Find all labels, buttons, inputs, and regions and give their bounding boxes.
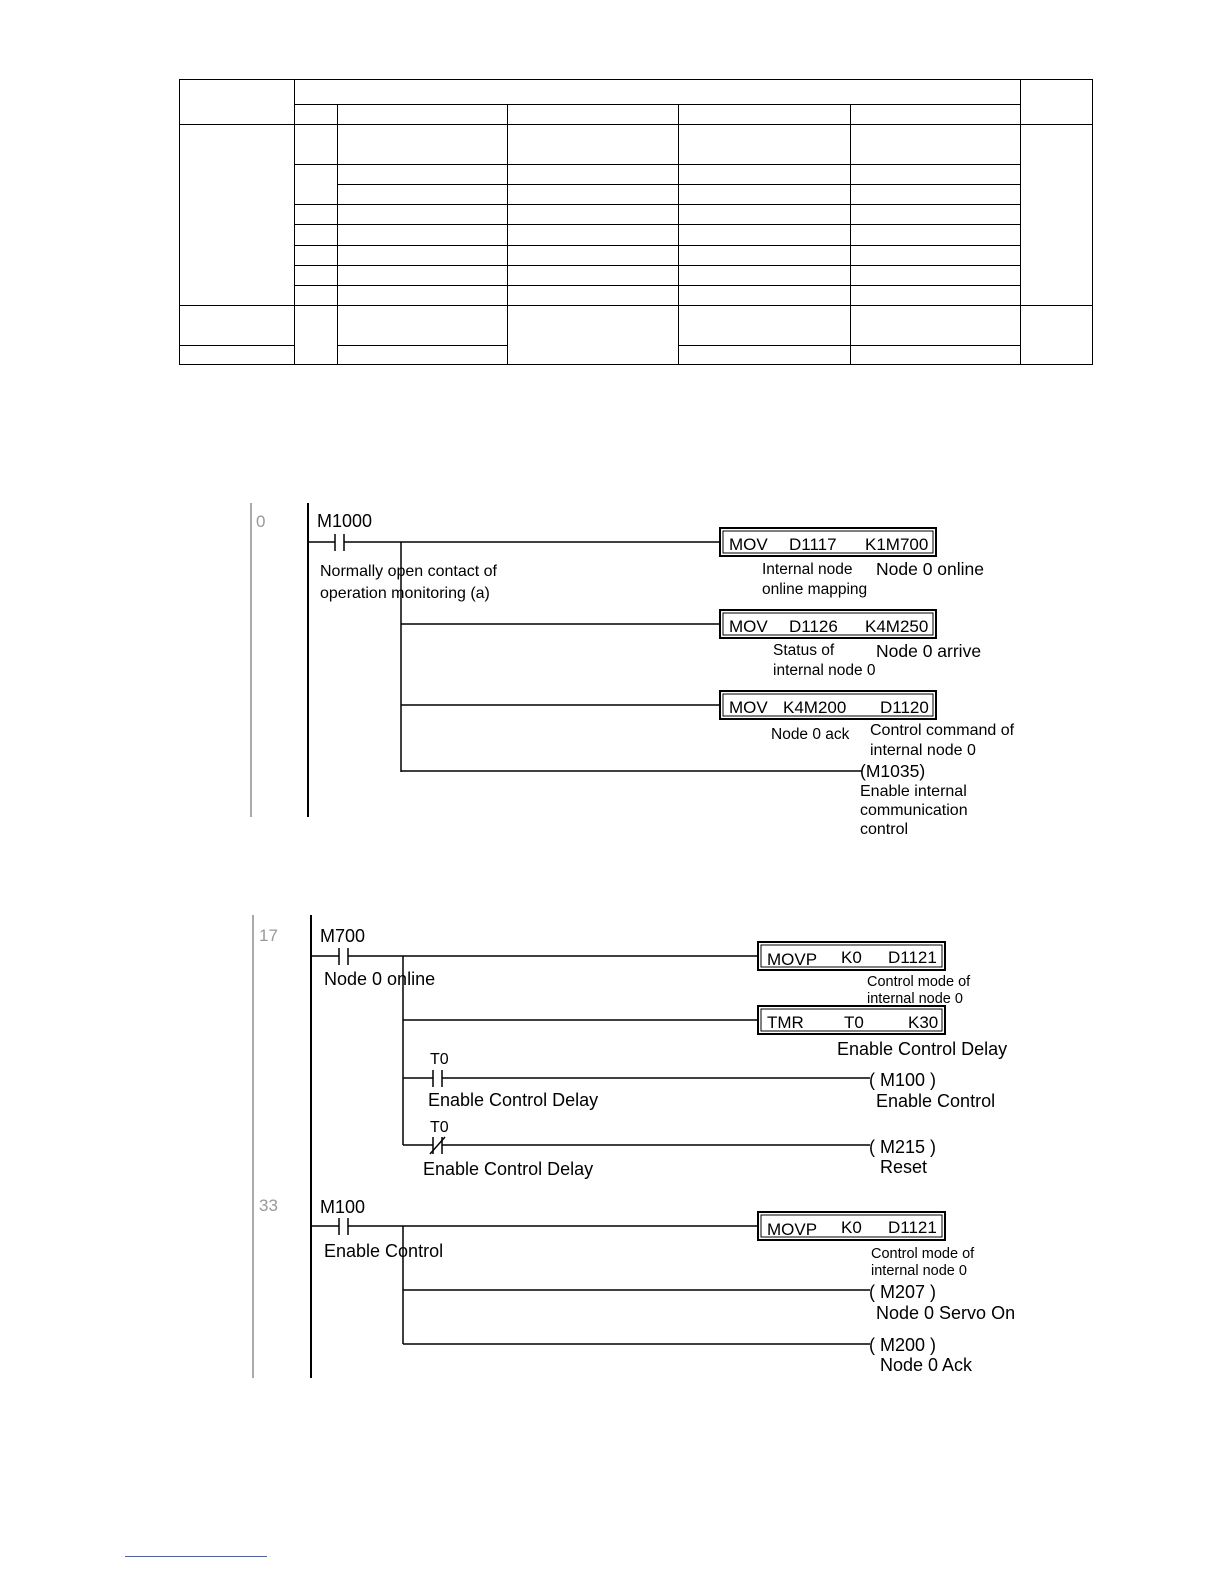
instruction-note: Control mode of [867,974,971,990]
instruction-note: internal node 0 [773,662,876,679]
contact-label: M700 [320,926,366,946]
instruction-arg-a: K0 [841,948,862,967]
instruction-note: internal node 0 [870,742,976,759]
instruction-note: Node 0 ack [771,726,850,743]
instruction-note: Node 0 online [876,559,984,579]
instruction-note: internal node 0 [871,1263,967,1279]
coil-note: Node 0 Servo On [876,1303,1016,1323]
contact-label: M100 [320,1197,366,1217]
instruction-note: Enable Control Delay [837,1039,1008,1059]
instruction-arg-b: K1M700 [865,535,929,554]
instruction-arg-b: D1121 [888,1218,937,1237]
step-number: 33 [259,1196,278,1215]
contact-note: Enable Control Delay [428,1090,599,1110]
coil-note: Enable Control [876,1091,996,1111]
instruction-op: MOVP [767,950,818,969]
instruction-op: TMR [767,1013,804,1032]
contact-note-line1: Normally open contact of [320,563,497,580]
instruction-op: MOVP [767,1220,818,1239]
coil-note: Node 0 Ack [880,1355,973,1375]
coil-note: control [860,821,909,838]
instruction-arg-a: K0 [841,1218,862,1237]
step-number: 17 [259,926,278,945]
coil-note: communication [860,802,968,819]
contact-label: T0 [430,1051,449,1068]
instruction-op: MOV [729,535,768,554]
coil-note: Enable internal [860,783,967,800]
instruction-op: MOV [729,698,768,717]
instruction-arg-a: K4M200 [783,698,847,717]
instruction-arg-b: D1121 [888,948,937,967]
contact-note: Enable Control Delay [423,1159,594,1179]
contact-note-line2: operation monitoring (a) [320,585,490,602]
instruction-note: Control mode of [871,1246,975,1262]
instruction-arg-a: D1126 [789,617,838,636]
coil-note: Reset [880,1157,928,1177]
coil-label: ( M215 ) [869,1137,937,1157]
contact-label: T0 [430,1119,449,1136]
instruction-arg-b: K30 [908,1013,939,1032]
footer-link-underline [125,1556,267,1557]
instruction-note: Control command of [870,722,1015,739]
coil-label: ( M200 ) [869,1335,937,1355]
instruction-note: Internal node [762,561,853,578]
step-number: 0 [256,512,266,531]
contact-note: Enable Control [324,1241,444,1261]
instruction-note: internal node 0 [867,991,963,1007]
instruction-note: Status of [773,642,835,659]
instruction-note: Node 0 arrive [876,641,982,661]
instruction-arg-b: K4M250 [865,617,929,636]
coil-label: (M1035) [860,761,926,781]
coil-label: ( M207 ) [869,1282,937,1302]
instruction-note: online mapping [762,581,868,598]
instruction-arg-b: D1120 [880,698,929,717]
coil-label: ( M100 ) [869,1070,937,1090]
contact-label: M1000 [317,511,373,531]
instruction-arg-a: D1117 [789,535,837,554]
instruction-op: MOV [729,617,768,636]
instruction-arg-a: T0 [844,1013,864,1032]
contact-note: Node 0 online [324,969,436,989]
